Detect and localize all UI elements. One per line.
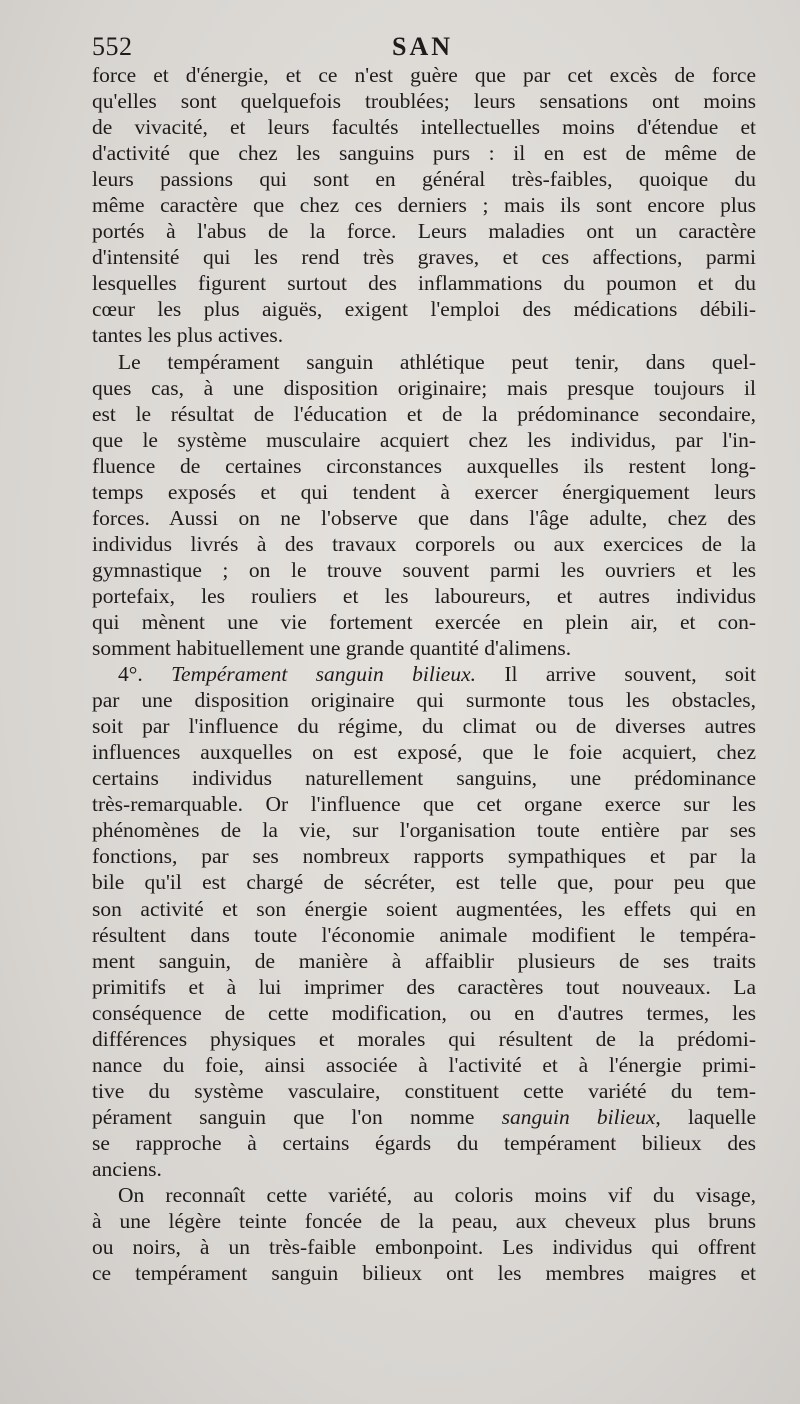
text-line: par une disposition originaire qui surmonte tous les obstacles, xyxy=(92,688,756,713)
text-line: gymnastique ; on le trouve souvent parmi les ouvriers et les xyxy=(92,557,756,582)
text-line: portés à l'abus de la force. Leurs maladies ont un caractère xyxy=(92,219,756,244)
text-line: conséquence de cette modification, ou en d'autres termes, les xyxy=(92,1000,756,1025)
text-line: cœur les plus aiguës, exigent l'emploi des médications débili- xyxy=(92,297,756,322)
text-line: On reconnaît cette variété, au coloris moins vif du visage, xyxy=(118,1183,756,1208)
text-line: à une légère teinte foncée de la peau, aux cheveux plus bruns xyxy=(92,1209,756,1234)
text-line: de vivacité, et leurs facultés intellectuelles moins d'étendue et xyxy=(92,115,756,140)
text-line: phénomènes de la vie, sur l'organisation toute entière par ses xyxy=(92,818,756,843)
text-line: qui mènent une vie fortement exercée en plein air, et con- xyxy=(92,609,756,634)
text-line: force et d'énergie, et ce n'est guère que par cet excès de force xyxy=(92,63,756,87)
text-line: somment habituellement une grande quantité d'alimens. xyxy=(92,636,572,661)
text-line: tive du système vasculaire, constituent cette variété du tem- xyxy=(92,1078,756,1103)
page-number: 552 xyxy=(92,32,133,61)
section-heading-line: 4°. Tempérament sanguin bilieux. Il arrive souvent, soit xyxy=(118,662,756,687)
text-line: son activité et son énergie soient augmentées, les effets qui en xyxy=(92,896,756,921)
text-line: ment sanguin, de manière à affaiblir plusieurs de ses traits xyxy=(92,948,756,973)
italic-term-line: pérament sanguin que l'on nomme sanguin bilieux, laquelle xyxy=(92,1104,756,1129)
text-line: soit par l'influence du régime, du climat ou de diverses autres xyxy=(92,714,756,739)
text-line: portefaix, les rouliers et les laboureurs, et autres individus xyxy=(92,583,756,608)
page-header xyxy=(92,30,760,64)
body-text xyxy=(92,62,756,1286)
text-line: même caractère que chez ces derniers ; mais ils sont encore plus xyxy=(92,193,756,218)
text-line: Le tempérament sanguin athlétique peut tenir, dans quel- xyxy=(118,349,756,374)
text-line: ou noirs, à un très-faible embonpoint. Les individus qui offrent xyxy=(92,1235,756,1260)
text-line: nance du foie, ainsi associée à l'activité et à l'énergie primi- xyxy=(92,1052,756,1077)
text-line: ques cas, à une disposition originaire; mais presque toujours il xyxy=(92,375,756,400)
text-line: leurs passions qui sont en général très-faibles, quoique du xyxy=(92,167,756,192)
running-head: SAN xyxy=(392,32,454,61)
text-line: tantes les plus actives. xyxy=(92,323,284,348)
text-line: forces. Aussi on ne l'observe que dans l'âge adulte, chez des xyxy=(92,505,756,530)
text-line: ce tempérament sanguin bilieux ont les membres maigres et xyxy=(92,1261,756,1286)
text-line: se rapproche à certains égards du tempérament bilieux des xyxy=(92,1130,756,1155)
text-line: d'activité que chez les sanguins purs : il en est de même de xyxy=(92,141,756,166)
text-line: anciens. xyxy=(92,1156,162,1181)
text-line: résultent dans toute l'économie animale modifient le tempéra- xyxy=(92,922,756,947)
text-line: fluence de certaines circonstances auxquelles ils restent long- xyxy=(92,453,756,478)
text-line: très-remarquable. Or l'influence que cet organe exerce sur les xyxy=(92,792,756,817)
text-line: certains individus naturellement sanguins, une prédominance xyxy=(92,766,756,791)
text-line: individus livrés à des travaux corporels ou aux exercices de la xyxy=(92,531,756,556)
text-line: différences physiques et morales qui résultent de la prédomi- xyxy=(92,1026,756,1051)
text-line: que le système musculaire acquiert chez les individus, par l'in- xyxy=(92,427,756,452)
text-line: bile qu'il est chargé de sécréter, est telle que, pour peu que xyxy=(92,870,756,895)
text-line: qu'elles sont quelquefois troublées; leurs sensations ont moins xyxy=(92,89,756,114)
text-line: lesquelles figurent surtout des inflammations du poumon et du xyxy=(92,271,756,296)
text-line: primitifs et à lui imprimer des caractères tout nouveaux. La xyxy=(92,974,756,999)
text-line: influences auxquelles on est exposé, que le foie acquiert, chez xyxy=(92,740,756,765)
text-line: est le résultat de l'éducation et de la prédominance secondaire, xyxy=(92,401,756,426)
text-line: d'intensité qui les rend très graves, et ces affections, parmi xyxy=(92,245,756,270)
text-line: fonctions, par ses nombreux rapports sympathiques et par la xyxy=(92,844,756,869)
text-line: temps exposés et qui tendent à exercer énergiquement leurs xyxy=(92,479,756,504)
